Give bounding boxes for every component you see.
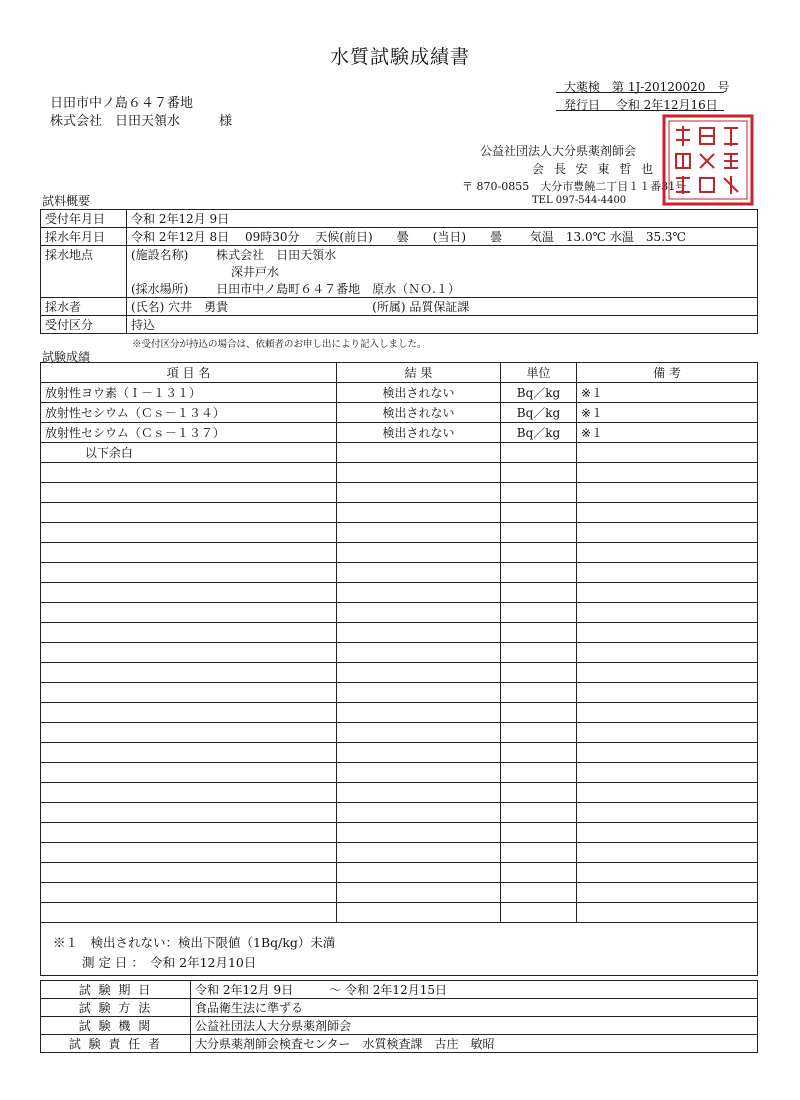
results-row (41, 423, 758, 443)
overview-value: 持込 (127, 316, 758, 334)
overview-label: 採水者 (41, 298, 127, 316)
overview-label: 採水地点 (41, 246, 127, 264)
results-empty-row (41, 523, 758, 543)
column-header-unit: 単位 (501, 363, 577, 383)
empty-cell (501, 703, 577, 723)
empty-cell (337, 623, 501, 643)
empty-cell (337, 763, 501, 783)
issue-date-underline (556, 110, 724, 111)
empty-cell (41, 723, 337, 743)
empty-cell (577, 483, 758, 503)
recipient-name: 株式会社 日田天領水 様 (50, 114, 233, 129)
results-empty-row (41, 603, 758, 623)
empty-cell (501, 483, 577, 503)
results-empty-row (41, 503, 758, 523)
test-info-value: 令和 2年12月 9日 ～ 令和 2年12月15日 (191, 981, 758, 999)
result-unit (501, 443, 577, 463)
overview-value: 令和 2年12月 9日 (127, 210, 758, 228)
results-empty-row (41, 863, 758, 883)
empty-cell (41, 883, 337, 903)
empty-cell (41, 783, 337, 803)
empty-cell (577, 523, 758, 543)
column-header-item: 項 目 名 (41, 363, 337, 383)
result-value: 検出されない (337, 403, 501, 423)
empty-cell (41, 563, 337, 583)
empty-cell (41, 743, 337, 763)
issuer-tel: TEL 097-544-4400 (532, 195, 627, 206)
results-empty-row (41, 823, 758, 843)
issue-date: 発行日 令和 2年12月16日 (564, 98, 718, 112)
overview-row (41, 298, 758, 316)
empty-cell (577, 883, 758, 903)
results-empty-row (41, 623, 758, 643)
empty-cell (41, 503, 337, 523)
results-empty-row (41, 783, 758, 803)
empty-cell (337, 563, 501, 583)
empty-cell (501, 663, 577, 683)
doc-number: 大薬検 第 1J-20120020 号 (564, 80, 730, 94)
empty-cell (577, 643, 758, 663)
empty-cell (337, 543, 501, 563)
results-empty-row (41, 583, 758, 603)
test-info-row (41, 981, 758, 999)
test-info-value: 食品衛生法に準ずる (191, 999, 758, 1017)
test-info-label: 試 験 責 任 者 (41, 1035, 191, 1053)
empty-cell (41, 843, 337, 863)
column-header-result: 結 果 (337, 363, 501, 383)
result-unit: Bq／kg (501, 403, 577, 423)
issuer-address: 〒 870-0855 大分市豊饒二丁目１１番31号 (462, 180, 687, 193)
empty-cell (337, 823, 501, 843)
test-info-row (41, 999, 758, 1017)
empty-cell (501, 603, 577, 623)
sample-overview-heading: 試料概要 (42, 194, 91, 208)
results-empty-row (41, 763, 758, 783)
empty-cell (337, 803, 501, 823)
empty-cell (501, 563, 577, 583)
overview-note: ※受付区分が持込の場合は、依頼者のお申し出により記入しました。 (132, 339, 427, 350)
empty-cell (337, 643, 501, 663)
empty-cell (337, 703, 501, 723)
results-empty-row (41, 803, 758, 823)
overview-label: 受付区分 (41, 316, 127, 334)
results-row (41, 403, 758, 423)
results-table (40, 362, 758, 923)
results-empty-row (41, 723, 758, 743)
footnote-line-1: ※１ 検出されない：検出下限値（1Bq/kg）未満 (53, 935, 336, 950)
empty-cell (501, 503, 577, 523)
results-empty-row (41, 843, 758, 863)
empty-cell (41, 523, 337, 543)
result-value (337, 443, 501, 463)
issuer-rep: 会 長 安 東 哲 也 (532, 162, 657, 176)
results-empty-row (41, 883, 758, 903)
empty-cell (577, 743, 758, 763)
results-empty-row (41, 543, 758, 563)
empty-cell (337, 863, 501, 883)
empty-cell (577, 803, 758, 823)
empty-cell (337, 783, 501, 803)
official-seal-stamp (662, 114, 754, 206)
test-info-label: 試 験 方 法 (41, 999, 191, 1017)
overview-row (41, 263, 758, 280)
empty-cell (337, 743, 501, 763)
empty-cell (41, 863, 337, 883)
results-row (41, 443, 758, 463)
test-info-value: 大分県薬剤師会検査センター 水質検査課 古庄 敏昭 (191, 1035, 758, 1053)
results-row (41, 383, 758, 403)
overview-label: 採水年月日 (41, 228, 127, 246)
empty-cell (577, 623, 758, 643)
empty-cell (41, 823, 337, 843)
empty-cell (501, 583, 577, 603)
empty-cell (577, 843, 758, 863)
result-value: 検出されない (337, 383, 501, 403)
footnote-line-2: 測 定 日 ： 令和 2年12月10日 (53, 955, 257, 970)
empty-cell (501, 723, 577, 743)
overview-value: 令和 2年12月 8日 09時30分 天候(前日) 曇 (当日) 曇 気温 13.0℃ 水温 35.3℃ (127, 228, 758, 246)
result-remark (577, 443, 758, 463)
result-item: 放射性セシウム（Ｃｓ－１３７） (41, 423, 337, 443)
empty-cell (501, 543, 577, 563)
empty-cell (41, 683, 337, 703)
empty-cell (501, 883, 577, 903)
empty-cell (337, 463, 501, 483)
empty-cell (577, 703, 758, 723)
results-body (41, 383, 758, 923)
empty-cell (41, 643, 337, 663)
empty-cell (41, 803, 337, 823)
results-empty-row (41, 663, 758, 683)
doc-number-underline (556, 92, 724, 93)
empty-cell (337, 663, 501, 683)
empty-cell (577, 783, 758, 803)
empty-cell (337, 683, 501, 703)
results-empty-row (41, 703, 758, 723)
overview-value: (採水場所) 日田市中ノ島町６４７番地 原水（ＮＯ.１） (127, 280, 758, 298)
empty-cell (41, 543, 337, 563)
empty-cell (501, 843, 577, 863)
overview-row (41, 246, 758, 264)
overview-row (41, 228, 758, 246)
empty-cell (337, 883, 501, 903)
sample-overview-table (40, 209, 758, 334)
empty-cell (577, 763, 758, 783)
test-info-row (41, 1017, 758, 1035)
overview-row (41, 210, 758, 228)
result-remark: ※１ (577, 423, 758, 443)
empty-cell (577, 583, 758, 603)
results-header-row (41, 363, 758, 383)
test-info-label: 試 験 期 日 (41, 981, 191, 999)
empty-cell (577, 823, 758, 843)
result-unit: Bq／kg (501, 383, 577, 403)
empty-cell (41, 703, 337, 723)
empty-cell (41, 903, 337, 923)
empty-cell (337, 583, 501, 603)
empty-cell (41, 583, 337, 603)
empty-cell (41, 483, 337, 503)
empty-cell (337, 723, 501, 743)
empty-cell (501, 623, 577, 643)
column-header-remark: 備 考 (577, 363, 758, 383)
empty-cell (501, 863, 577, 883)
overview-row (41, 316, 758, 334)
issuer-org: 公益社団法人大分県薬剤師会 (480, 144, 637, 158)
results-empty-row (41, 683, 758, 703)
test-info-table (40, 980, 758, 1053)
result-value: 検出されない (337, 423, 501, 443)
empty-cell (41, 463, 337, 483)
result-item: 以下余白 (41, 443, 337, 463)
empty-cell (577, 603, 758, 623)
test-info-label: 試 験 機 関 (41, 1017, 191, 1035)
empty-cell (337, 503, 501, 523)
empty-cell (501, 783, 577, 803)
results-empty-row (41, 563, 758, 583)
overview-label (41, 263, 127, 280)
result-remark: ※１ (577, 383, 758, 403)
result-remark: ※１ (577, 403, 758, 423)
empty-cell (337, 483, 501, 503)
overview-label (41, 280, 127, 298)
empty-cell (501, 683, 577, 703)
test-info-row (41, 1035, 758, 1053)
empty-cell (41, 663, 337, 683)
overview-value: (施設名称) 株式会社 日田天領水 (127, 246, 758, 264)
empty-cell (501, 643, 577, 663)
empty-cell (501, 743, 577, 763)
empty-cell (577, 563, 758, 583)
overview-value: (氏名) 穴井 勇貴 (所属) 品質保証課 (127, 298, 758, 316)
empty-cell (337, 603, 501, 623)
empty-cell (577, 683, 758, 703)
empty-cell (501, 463, 577, 483)
overview-value: 深井戸水 (127, 263, 758, 280)
empty-cell (337, 843, 501, 863)
empty-cell (577, 863, 758, 883)
results-empty-row (41, 903, 758, 923)
empty-cell (41, 603, 337, 623)
results-empty-row (41, 743, 758, 763)
empty-cell (577, 903, 758, 923)
results-empty-row (41, 483, 758, 503)
empty-cell (577, 503, 758, 523)
test-info-value: 公益社団法人大分県薬剤師会 (191, 1017, 758, 1035)
empty-cell (337, 523, 501, 543)
empty-cell (577, 663, 758, 683)
document-title: 水質試験成績書 (329, 46, 470, 68)
results-empty-row (41, 463, 758, 483)
recipient-address: 日田市中ノ島６４７番地 (50, 96, 194, 111)
overview-label: 受付年月日 (41, 210, 127, 228)
overview-row (41, 280, 758, 298)
result-unit: Bq／kg (501, 423, 577, 443)
empty-cell (501, 523, 577, 543)
empty-cell (337, 903, 501, 923)
empty-cell (501, 803, 577, 823)
empty-cell (501, 823, 577, 843)
result-item: 放射性ヨウ素（Ｉ－１３１） (41, 383, 337, 403)
results-heading: 試験成績 (42, 350, 91, 364)
result-item: 放射性セシウム（Ｃｓ－１３４） (41, 403, 337, 423)
empty-cell (577, 723, 758, 743)
empty-cell (501, 903, 577, 923)
empty-cell (577, 463, 758, 483)
empty-cell (501, 763, 577, 783)
empty-cell (41, 763, 337, 783)
results-empty-row (41, 643, 758, 663)
empty-cell (577, 543, 758, 563)
footnote-box (40, 922, 758, 976)
empty-cell (41, 623, 337, 643)
